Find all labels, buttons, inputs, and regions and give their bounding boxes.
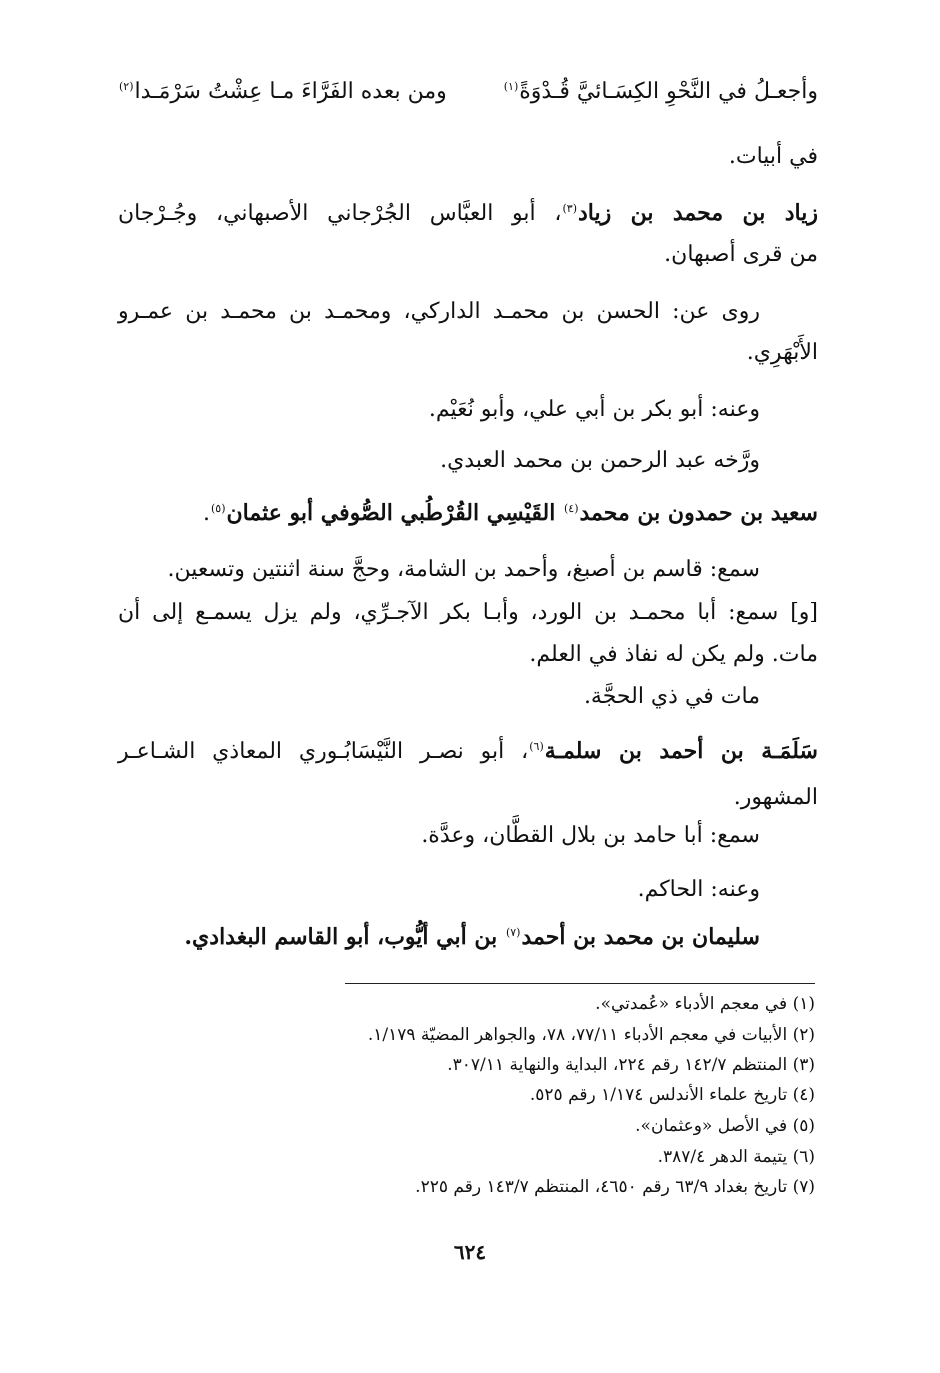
entry-ziyad [118, 193, 818, 234]
footnote-3: (٣) المنتظم ١٤٢/٧ رقم ٢٢٤، البداية والنهاية ٣٠٧/١١. [447, 1055, 815, 1075]
footnote-5: (٥) في الأصل «وعثمان». [635, 1116, 815, 1136]
footnote-4: (٤) تاريخ علماء الأندلس ١/١٧٤ رقم ٥٢٥. [529, 1085, 815, 1105]
footnote-marker: (٧) [505, 925, 521, 939]
footnote-marker: (٦) [529, 739, 544, 753]
text-line: ورَّخه عبد الرحمن بن محمد العبدي. [440, 448, 760, 473]
footnote-7: (٧) تاريخ بغداد ٦٣/٩ رقم ٤٦٥٠، المنتظم ١٤٣/٧ رقم ٢٢٥. [415, 1177, 815, 1197]
entry-sulayman [184, 917, 760, 958]
text-line: مات. ولم يكن له نفاذ في العلم. [529, 642, 818, 667]
entry-salama [118, 731, 818, 772]
footnote-marker: (١) [503, 79, 519, 93]
footnote-6: (٦) يتيمة الدهر ٣٨٧/٤. [657, 1147, 815, 1167]
text-line: في أبيات. [728, 144, 818, 169]
text-line: وعنه: أبو بكر بن أبي علي، وأبو نُعَيْم. [428, 397, 760, 422]
text-line: روى عن: الحسن بن محمـد الداركي، ومحمـد بن محمـد بن عمـرو [118, 299, 760, 324]
footnote-marker: (٥) [210, 501, 226, 515]
footnote-marker: (٣) [562, 201, 577, 215]
entry-description: ، أبو العبَّاس الجُرْجاني الأصبهاني، وجُـرْجان [118, 201, 562, 226]
text-line: سمع: أبا حامد بن بلال القطَّان، وعدَّة. [421, 823, 760, 848]
page-number: ٦٢٤ [453, 1240, 487, 1264]
footnote-1: (١) في معجم الأدباء «عُمدتي». [595, 994, 815, 1014]
entry-description: ، أبو نصـر النَّيْسَابُـوري المعاذي الشـاعـر [118, 739, 529, 764]
footnote-marker: (٤) [563, 501, 579, 515]
verse-first-hemistich [503, 72, 818, 112]
entry-name: زياد بن محمد بن زياد [577, 200, 818, 226]
punctuation: . [202, 501, 210, 526]
text-line: المشهور. [733, 785, 818, 810]
entry-name: سليمان بن محمد بن أحمد [521, 924, 760, 950]
verse-left-text: ومن بعده الفَرَّاءَ مـا عِشْتُ سَرْمَـدا [134, 79, 447, 104]
text-line: [و] سمع: أبا محمـد بن الورد، وأبـا بكر الآجـرِّي، ولم يزل يسمـع إلى أن [118, 600, 818, 625]
footnote-separator [345, 983, 815, 984]
verse-second-hemistich [118, 72, 447, 112]
entry-name: سَلَمَـة بن أحمد بن سلمـة [544, 738, 818, 764]
text-line: الأَبْهَرِي. [746, 340, 818, 365]
footnote-2: (٢) الأبيات في معجم الأدباء ٧٧/١١، ٧٨، والجواهر المضيّة ١/١٧٩. [367, 1025, 815, 1045]
entry-name: سعيد بن حمدون بن محمد [579, 500, 818, 526]
verse-line [118, 72, 818, 112]
text-line: مات في ذي الحجَّة. [583, 684, 760, 709]
text-line: سمع: قاسم بن أصبغ، وأحمد بن الشامة، وحجَّ سنة اثنتين وتسعين. [167, 557, 760, 582]
text-line: من قرى أصبهان. [664, 242, 818, 267]
entry-name-continued: بن أبي أيُّوب، أبو القاسم البغدادي. [184, 924, 505, 950]
text-line: وعنه: الحاكم. [637, 877, 760, 902]
verse-right-text: وأجعـلُ في النَّحْوِ الكِسَـائيَّ قُـدْوَةً [519, 79, 818, 104]
entry-said [203, 493, 818, 534]
entry-name-continued: القَيْسِي القُرْطُبي الصُّوفي أبو عثمان [226, 500, 563, 526]
footnote-marker: (٢) [119, 79, 134, 93]
